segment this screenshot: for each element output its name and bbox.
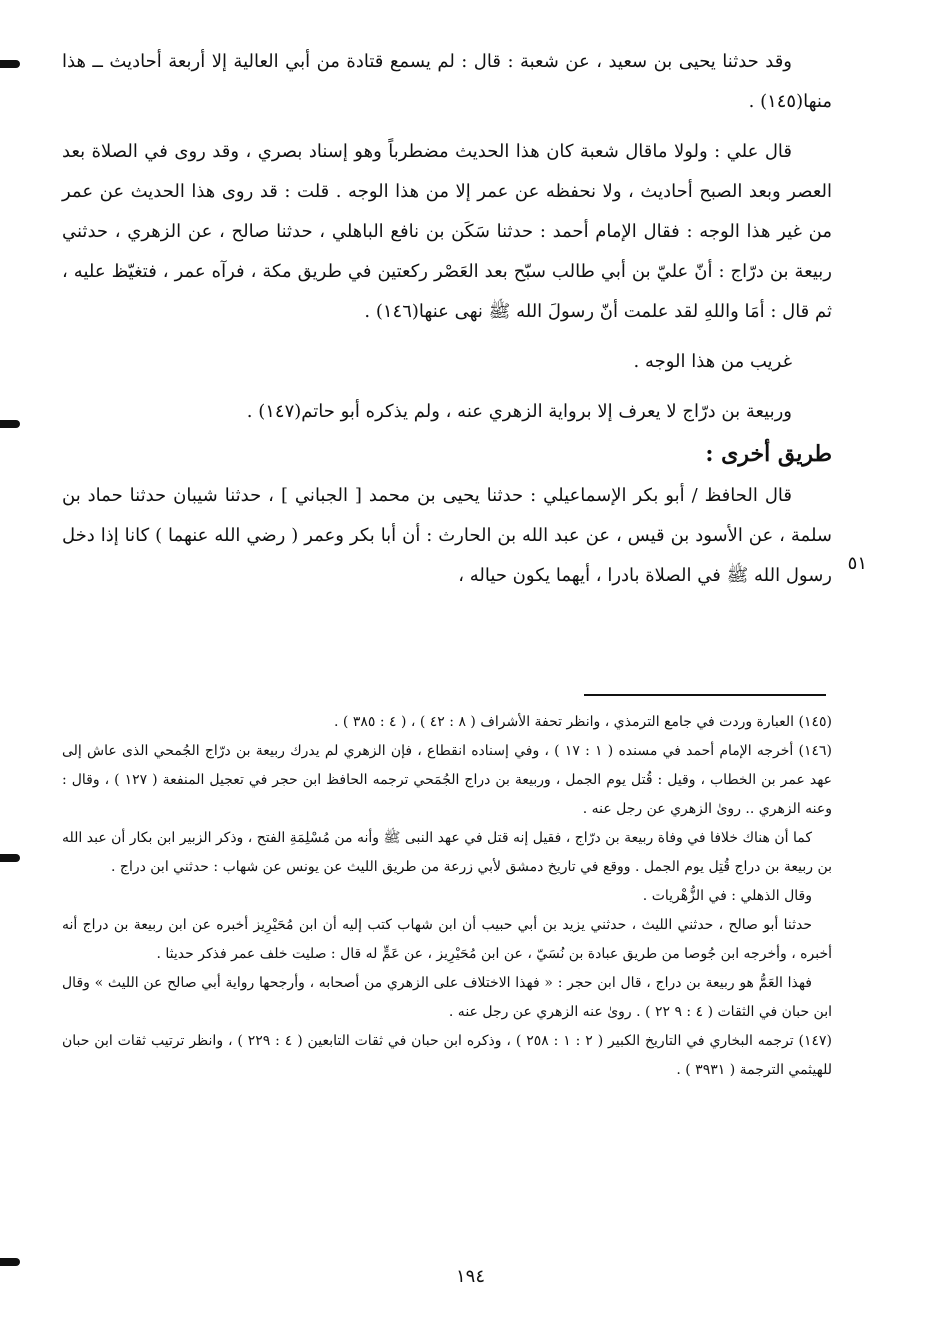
footnote: (١٤٥) العبارة وردت في جامع الترمذي ، وانظر تحفة الأشراف ( ٨ : ٤٢ ) ، ( ٤ : ٣٨٥ ) .	[334, 714, 832, 730]
footnote: (١٤٦) أخرجه الإمام أحمد في مسنده ( ١ : ١٧ ) ، وفي إسناده انقطاع ، فإن الزهري لم يدرك ربيعة بن درّاج الجُمحي الذى عاش إلى عهد عمر بن الخطاب ، وقيل : قُتل يوم الجمل ، وربيعة بن دراج الجُمَحي ترجمه الحافظ ابن حجر في تعجيل المنفعة ( ١٢٧ ) ، وقال : وعنه الزهري .. روىٰ الزهري عن رجل عنه .	[62, 743, 832, 817]
paragraph: وقد حدثنا يحيى بن سعيد ، عن شعبة : قال : لم يسمع قتادة من أبي العالية إلا أربعة أحاديث ــ هذا منها(١٤٥) .	[62, 51, 832, 112]
paragraph: غريب من هذا الوجه .	[633, 351, 792, 372]
margin-mark	[0, 854, 20, 862]
footnote-continuation: كما أن هناك خلافا في وفاة ربيعة بن درّاج ، فقيل إنه قتل في عهد النبى ﷺ وأنه من مُسْلِمَةِ الفتح ، وذكر الزبير ابن بكار أن عبد الله بن ربيعة بن دراج قُتِل يوم الجمل . ووقع في تاريخ دمشق لأبي زرعة من طريق الليث عن يونس عن شهاب : حدثني ابن دراج .	[62, 830, 832, 875]
footnotes	[62, 708, 832, 1085]
margin-mark	[0, 420, 20, 428]
footnote-divider	[584, 694, 826, 696]
paragraph: قال الحافظ / أبو بكر الإسماعيلي : حدثنا يحيى بن محمد [ الجباني ] ، حدثنا شيبان حدثنا حماد بن سلمة ، عن الأسود بن قيس ، عن عبد الله بن الحارث : أن أبا بكر وعمر ( رضي الله عنهما ) كانا إذا دخل رسول الله ﷺ في الصلاة بادرا ، أيهما يكون حياله ،	[62, 485, 832, 586]
main-text	[62, 42, 832, 596]
paragraph-number: ٥١	[847, 553, 867, 574]
footnote: (١٤٧) ترجمه البخاري في التاريخ الكبير ( ٢ : ١ : ٢٥٨ ) ، وذكره ابن حبان في ثقات التابعين ( ٤ : ٢٢٩ ) ، وانظر ترتيب ثقات ابن حبان للهيثمي الترجمة ( ٣٩٣١ ) .	[62, 1033, 833, 1078]
margin-mark	[0, 1258, 20, 1266]
footnote-continuation: وقال الذهلي : في الزُّهْريات .	[642, 888, 812, 904]
footnote-continuation: حدثنا أبو صالح ، حدثني الليث ، حدثني يزيد بن أبي حبيب أن ابن شهاب كتب إليه أن ابن مُحَيْرِيز أخبره عن ابن ربيعة بن دراج أنه أخبره ، وأخرجه ابن جُوصا من طريق عبادة بن نُسَيّ ، عن ابن مُحَيْرِيز ، عن عَمٍّ له قال : صليت خلف عمر فذكر حديثا .	[62, 917, 832, 962]
margin-mark	[0, 60, 20, 68]
page-number: ١٩٤	[455, 1266, 485, 1287]
footnote-continuation: فهذا العَمُّ هو ربيعة بن دراج ، قال ابن حجر : « فهذا الاختلاف على الزهري من أصحابه ، وأرجحها رواية أبي صالح عن الليث » وقال ابن حبان في الثقات ( ٤ : ٩ ٢٢ ) . روىٰ عنه الزهري عن رجل عنه .	[62, 975, 832, 1020]
paragraph: قال علي : ولولا ماقال شعبة كان هذا الحديث مضطرباً وهو إسناد بصري ، وقد روى في الصلاة بعد العصر وبعد الصبح أحاديث ، ولا نحفظه عن عمر إلا من هذا الوجه . قلت : قد روى هذا الحديث عن عمر من غير هذا الوجه : فقال الإمام أحمد : حدثنا سَكَن بن نافع الباهلي ، حدثنا صالح ، عن الزهري ، حدثني ربيعة بن درّاج : أنّ عليّ بن أبي طالب سبّح بعد العَصْر ركعتين في طريق مكة ، فرآه عمر ، فتغيّظ عليه ، ثم قال : أمَا واللهِ لقد علمت أنّ رسولَ الله ﷺ نهى عنها(١٤٦) .	[62, 141, 832, 322]
paragraph: وربيعة بن درّاج لا يعرف إلا برواية الزهري عنه ، ولم يذكره أبو حاتم(١٤٧) .	[246, 401, 792, 422]
section-heading: طريق أخرى :	[705, 441, 832, 467]
